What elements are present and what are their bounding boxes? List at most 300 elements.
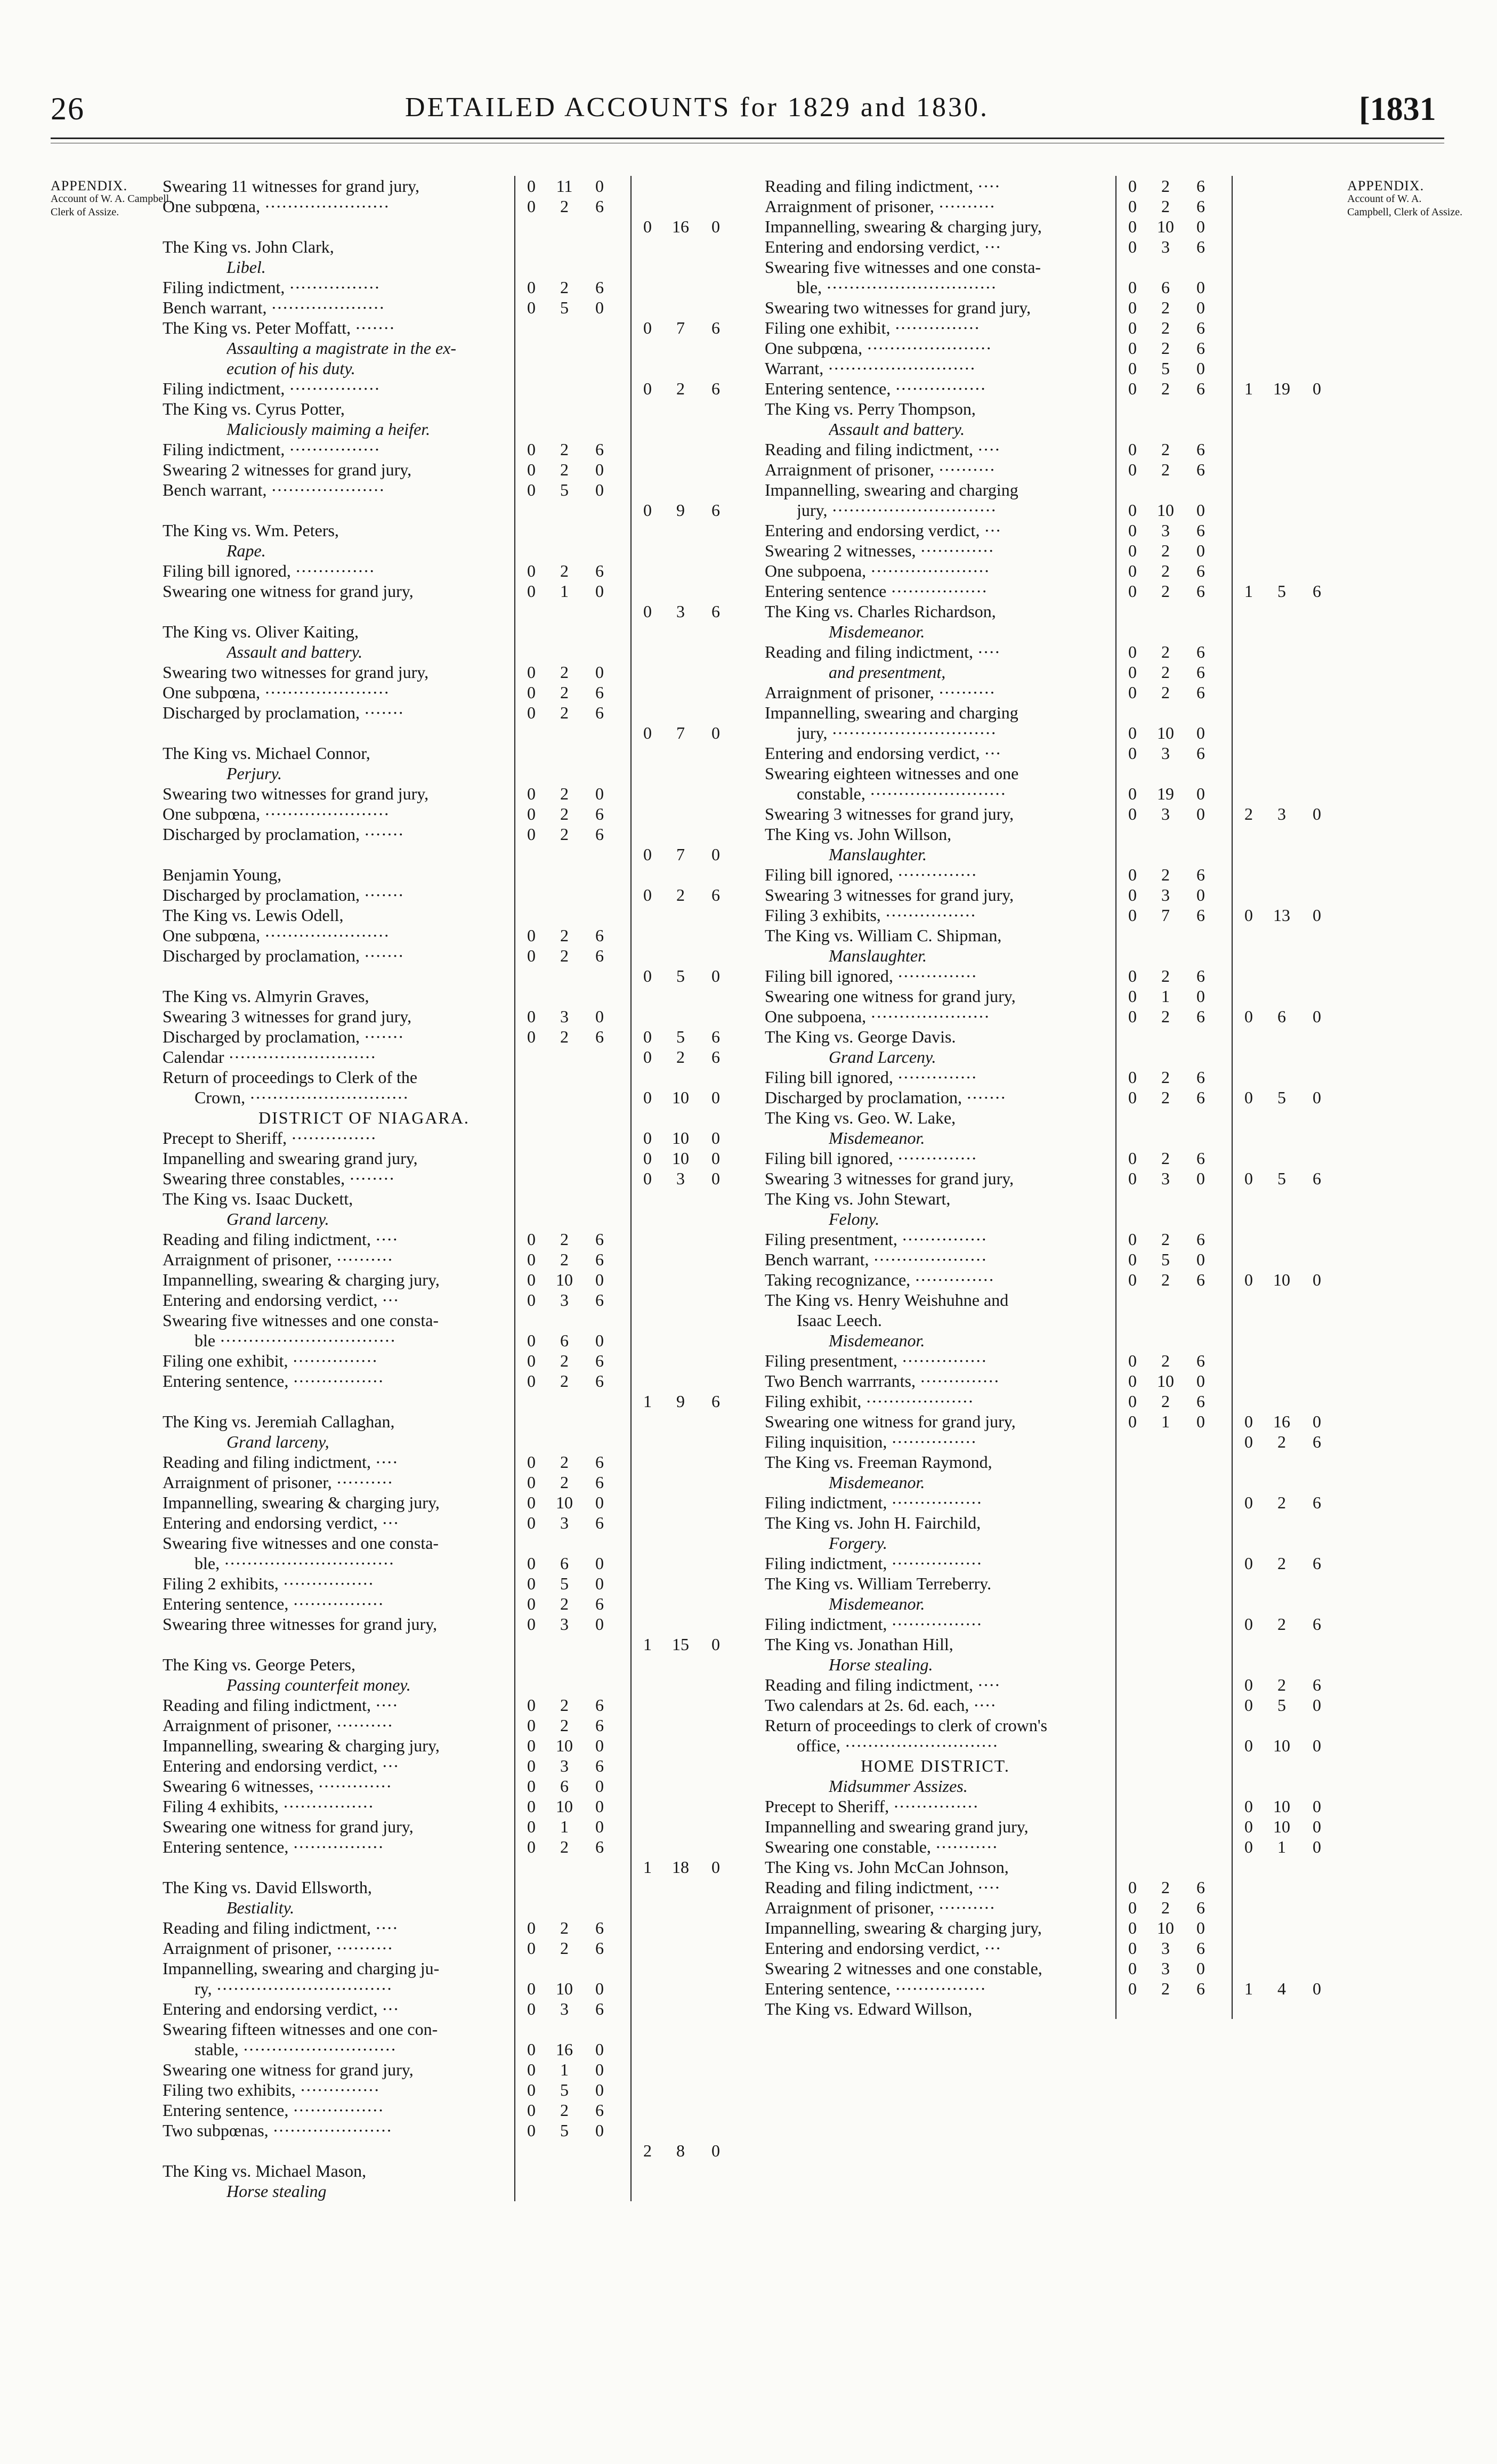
ledger-row	[163, 1067, 743, 1087]
subtotal-amount	[630, 257, 741, 277]
pounds: 0	[1128, 500, 1137, 520]
pence: 6	[595, 804, 604, 823]
entry-text: Felony.	[829, 1209, 880, 1229]
entry-text: Swearing three witnesses for grand jury,	[163, 1614, 442, 1634]
pence: 0	[595, 460, 604, 479]
ledger-row	[163, 1735, 743, 1756]
shillings: 9	[676, 500, 685, 520]
entry-text: Entering sentence ·················	[765, 581, 988, 601]
ledger-row	[163, 1452, 743, 1472]
item-amount	[514, 1938, 625, 1958]
shillings: 2	[676, 885, 685, 904]
entry-text: The King vs. John Willson,	[765, 825, 952, 844]
subtotal-amount	[1232, 561, 1342, 581]
subtotal-amount	[630, 561, 741, 581]
entry-text: Filing indictment, ················	[765, 1554, 982, 1573]
item-amount	[514, 1168, 625, 1189]
item-amount	[514, 176, 625, 196]
ledger-row	[765, 1432, 1348, 1452]
subtotal-amount	[630, 844, 741, 865]
item-amount	[514, 318, 625, 338]
item-amount	[1115, 1310, 1226, 1330]
shillings: 3	[676, 602, 685, 621]
ledger-row	[163, 378, 743, 399]
shillings: 5	[560, 480, 569, 499]
entry-text: ry, ·······························	[195, 1979, 392, 1998]
item-amount	[514, 1027, 625, 1047]
ledger-row	[765, 601, 1348, 621]
subtotal-amount	[630, 1249, 741, 1270]
shillings: 3	[676, 1169, 685, 1188]
ledger-row	[765, 925, 1348, 946]
item-amount	[514, 986, 625, 1006]
item-amount	[1115, 297, 1226, 318]
entry-text: Swearing five witnesses and one consta-	[163, 1533, 439, 1553]
pence: 0	[711, 723, 720, 742]
entry-text: The King vs. George Davis.	[765, 1027, 956, 1046]
pounds: 0	[527, 581, 536, 601]
pence: 0	[711, 2141, 720, 2160]
subtotal-amount	[630, 885, 741, 905]
pounds: 0	[643, 1169, 652, 1188]
pounds: 0	[1128, 1979, 1137, 1998]
ledger-row	[163, 601, 743, 621]
pounds: 0	[1128, 197, 1137, 216]
item-amount	[1115, 459, 1226, 480]
shillings: 3	[1161, 1938, 1170, 1958]
item-amount	[1115, 743, 1226, 763]
ledger-row	[163, 399, 743, 419]
entry-text: The King vs. William Terreberry.	[765, 1574, 992, 1593]
pounds: 0	[1128, 217, 1137, 236]
entry-text: Arraignment of prisoner, ··········	[163, 1250, 393, 1269]
subtotal-amount	[1232, 642, 1342, 662]
item-amount	[1115, 520, 1226, 540]
pence: 6	[595, 1027, 604, 1046]
shillings: 2	[560, 1695, 569, 1715]
ledger-row	[163, 520, 743, 540]
subtotal-amount	[1232, 804, 1342, 824]
subtotal-amount	[630, 2019, 741, 2039]
pence: 0	[1196, 500, 1205, 520]
pounds: 0	[527, 703, 536, 722]
shillings: 2	[560, 804, 569, 823]
shillings: 3	[560, 1614, 569, 1634]
entry-text: The King vs. David Ellsworth,	[163, 1878, 372, 1897]
entry-text: Discharged by proclamation, ·······	[163, 1027, 404, 1046]
entry-text: Swearing 3 witnesses for grand jury,	[765, 885, 1018, 904]
pounds: 0	[1128, 521, 1137, 540]
item-amount	[514, 682, 625, 702]
item-amount	[514, 297, 625, 318]
pounds: 0	[527, 2040, 536, 2059]
pence: 0	[1313, 1817, 1321, 1836]
pence: 6	[711, 1047, 720, 1067]
pounds: 0	[527, 1554, 536, 1573]
pounds: 0	[527, 1614, 536, 1634]
pounds: 0	[1244, 1554, 1253, 1573]
shillings: 2	[1161, 1068, 1170, 1087]
right-margin-note	[1347, 179, 1464, 219]
pounds: 0	[1128, 966, 1137, 985]
pounds: 0	[527, 298, 536, 317]
item-amount	[514, 581, 625, 601]
pence: 0	[711, 1128, 720, 1148]
entry-text: Misdemeanor.	[829, 1473, 925, 1492]
item-amount	[1115, 1472, 1226, 1492]
entry-text: The King vs. Jeremiah Callaghan,	[163, 1412, 395, 1431]
entry-text: Impannelling, swearing & charging jury,	[765, 217, 1046, 236]
pounds: 0	[527, 2101, 536, 2120]
ledger-row	[765, 1047, 1348, 1067]
pounds: 0	[1128, 541, 1137, 560]
pounds: 0	[1128, 318, 1137, 337]
pence: 6	[1196, 1898, 1205, 1917]
item-amount	[1115, 439, 1226, 459]
pence: 6	[595, 1999, 604, 2018]
subtotal-amount	[1232, 1573, 1342, 1594]
pence: 6	[1196, 865, 1205, 884]
ledger-row	[765, 1108, 1348, 1128]
entry-text: Arraignment of prisoner, ··········	[163, 1716, 393, 1735]
entry-text: The King vs. Oliver Kaiting,	[163, 622, 359, 641]
ledger-row	[765, 1594, 1348, 1614]
subtotal-amount	[630, 2140, 741, 2161]
pence: 6	[595, 440, 604, 459]
pence: 0	[1313, 1270, 1321, 1289]
shillings: 10	[1273, 1797, 1290, 1816]
pounds: 0	[1128, 723, 1137, 742]
item-amount	[514, 1351, 625, 1371]
subtotal-amount	[630, 581, 741, 601]
pence: 6	[595, 1452, 604, 1472]
pounds: 0	[1128, 338, 1137, 358]
entry-text: Midsummer Assizes.	[829, 1776, 968, 1796]
pence: 6	[595, 1230, 604, 1249]
subtotal-amount	[630, 1999, 741, 2019]
entry-text: Bestiality.	[226, 1898, 295, 1917]
ledger-row	[765, 1209, 1348, 1229]
item-amount	[514, 723, 625, 743]
pence: 6	[595, 1371, 604, 1391]
item-amount	[514, 1087, 625, 1108]
pounds: 0	[1128, 1959, 1137, 1978]
item-amount	[1115, 1553, 1226, 1573]
ledger-row	[163, 1533, 743, 1553]
ledger-row	[765, 1553, 1348, 1573]
item-amount	[1115, 925, 1226, 946]
shillings: 9	[676, 1392, 685, 1411]
pounds: 0	[527, 1776, 536, 1796]
subtotal-amount	[630, 1877, 741, 1897]
pounds: 0	[1128, 906, 1137, 925]
shillings: 2	[1161, 318, 1170, 337]
ledger-row	[163, 763, 743, 783]
ledger-row	[163, 500, 743, 520]
subtotal-amount	[1232, 986, 1342, 1006]
entry-text: Entering sentence, ················	[765, 379, 986, 398]
ledger-row	[765, 1452, 1348, 1472]
subtotal-amount	[630, 1148, 741, 1168]
ledger-row	[765, 1310, 1348, 1330]
shillings: 2	[1161, 1230, 1170, 1249]
entry-text: The King vs. Peter Moffatt, ·······	[163, 318, 395, 337]
pounds: 0	[643, 1027, 652, 1046]
pounds: 0	[1128, 1371, 1137, 1391]
subtotal-amount	[1232, 682, 1342, 702]
entry-text: Reading and filing indictment, ····	[765, 176, 1000, 196]
item-amount	[1115, 237, 1226, 257]
pounds: 0	[1128, 1088, 1137, 1107]
subtotal-amount	[630, 1796, 741, 1816]
pence: 6	[1196, 1938, 1205, 1958]
subtotal-amount	[1232, 1391, 1342, 1411]
item-amount	[1115, 1614, 1226, 1634]
entry-text: Filing presentment, ···············	[765, 1351, 987, 1370]
pence: 0	[595, 1736, 604, 1755]
ledger-row	[163, 783, 743, 804]
entry-text: Swearing eighteen witnesses and one	[765, 764, 1019, 783]
entry-text: Swearing 2 witnesses and one constable,	[765, 1959, 1047, 1978]
pence: 0	[595, 298, 604, 317]
entry-text: Reading and filing indictment, ····	[163, 1230, 398, 1249]
subtotal-amount	[630, 1189, 741, 1209]
pence: 0	[595, 1574, 604, 1593]
ledger-row	[163, 2100, 743, 2120]
ledger-row	[765, 1675, 1348, 1695]
item-amount	[1115, 1715, 1226, 1735]
subtotal-amount	[630, 1634, 741, 1654]
ledger-row	[765, 1270, 1348, 1290]
item-amount	[1115, 196, 1226, 216]
pounds: 0	[1128, 1898, 1137, 1917]
shillings: 2	[1161, 379, 1170, 398]
ledger-row	[163, 1776, 743, 1796]
item-amount	[1115, 1047, 1226, 1067]
pounds: 0	[1128, 642, 1137, 661]
item-amount	[1115, 1533, 1226, 1553]
item-amount	[514, 743, 625, 763]
ledger-row	[163, 905, 743, 925]
entry-text: Bench warrant, ····················	[765, 1250, 987, 1269]
pounds: 0	[527, 1716, 536, 1735]
item-amount	[514, 1816, 625, 1837]
subtotal-amount	[630, 1128, 741, 1148]
pence: 0	[595, 1270, 604, 1289]
entry-text: The King vs. John Stewart,	[765, 1189, 951, 1208]
item-amount	[514, 783, 625, 804]
subtotal-amount	[630, 1695, 741, 1715]
item-amount	[1115, 1027, 1226, 1047]
pence: 6	[1196, 1230, 1205, 1249]
ledger-row	[765, 459, 1348, 480]
pence: 0	[1196, 1169, 1205, 1188]
ledger-row	[765, 905, 1348, 925]
pounds: 0	[527, 946, 536, 965]
item-amount	[1115, 824, 1226, 844]
pence: 0	[595, 784, 604, 803]
subtotal-amount	[630, 1553, 741, 1573]
item-amount	[1115, 1452, 1226, 1472]
entry-text: Return of proceedings to Clerk of the	[163, 1068, 418, 1087]
subtotal-amount	[630, 743, 741, 763]
ledger-row	[765, 176, 1348, 196]
shillings: 4	[1277, 1979, 1286, 1998]
shillings: 5	[1277, 1169, 1286, 1188]
shillings: 2	[1161, 440, 1170, 459]
shillings: 10	[1157, 217, 1174, 236]
entry-text: Precept to Sheriff, ···············	[765, 1797, 978, 1816]
shillings: 10	[672, 1149, 689, 1168]
pounds: 0	[643, 1149, 652, 1168]
ledger-row	[163, 1675, 743, 1695]
entry-text: Arraignment of prisoner, ··········	[765, 460, 996, 479]
ledger-row	[163, 1371, 743, 1391]
entry-text: stable, ···························	[195, 2040, 396, 2059]
entry-text: Impannelling, swearing and charging	[765, 703, 1018, 722]
shillings: 1	[1161, 987, 1170, 1006]
item-amount	[1115, 561, 1226, 581]
item-amount	[1115, 1371, 1226, 1391]
pence: 0	[595, 1007, 604, 1026]
entry-text: Swearing 3 witnesses for grand jury,	[163, 1007, 416, 1026]
left-margin-note	[51, 179, 173, 219]
header-rule	[51, 138, 1444, 139]
entry-text: Entering sentence, ················	[163, 1594, 384, 1613]
pounds: 0	[1128, 237, 1137, 256]
shillings: 2	[1161, 1392, 1170, 1411]
item-amount	[1115, 500, 1226, 520]
subtotal-amount	[1232, 865, 1342, 885]
pounds: 0	[1244, 1007, 1253, 1026]
ledger-row	[163, 2140, 743, 2161]
ledger-row	[163, 176, 743, 196]
pounds: 0	[1128, 1938, 1137, 1958]
shillings: 2	[1161, 541, 1170, 560]
item-amount	[1115, 986, 1226, 1006]
pounds: 0	[1128, 683, 1137, 702]
subtotal-amount	[1232, 1999, 1342, 2019]
pounds: 0	[1244, 1493, 1253, 1512]
shillings: 3	[1277, 804, 1286, 823]
subtotal-amount	[1232, 318, 1342, 338]
subtotal-amount	[630, 1391, 741, 1411]
pence: 0	[595, 2040, 604, 2059]
subtotal-amount	[630, 1978, 741, 1999]
ledger-row	[765, 237, 1348, 257]
item-amount	[514, 459, 625, 480]
ledger-row	[765, 338, 1348, 358]
subtotal-amount	[1232, 1654, 1342, 1675]
pounds: 2	[1244, 804, 1253, 823]
pounds: 1	[643, 1857, 652, 1877]
pence: 0	[595, 176, 604, 196]
shillings: 6	[560, 1776, 569, 1796]
subtotal-amount	[1232, 1938, 1342, 1958]
shillings: 3	[560, 1756, 569, 1775]
ledger-row	[765, 540, 1348, 561]
subtotal-amount	[630, 621, 741, 642]
shillings: 6	[560, 1331, 569, 1350]
entry-text: The King vs. John McCan Johnson,	[765, 1857, 1009, 1877]
entry-text: Filing two exhibits, ··············	[163, 2080, 379, 2099]
entry-text: Two subpœnas, ·····················	[163, 2121, 392, 2140]
subtotal-amount	[630, 1027, 741, 1047]
entry-text: Discharged by proclamation, ·······	[163, 825, 404, 844]
shillings: 1	[560, 1817, 569, 1836]
ledger-row	[163, 925, 743, 946]
subtotal-amount	[1232, 1857, 1342, 1877]
entry-text: Entering sentence, ················	[163, 1837, 384, 1856]
subtotal-amount	[1232, 176, 1342, 196]
pence: 6	[595, 1594, 604, 1613]
ledger-row	[765, 1816, 1348, 1837]
entry-text: ble, ······························	[195, 1554, 394, 1573]
pence: 6	[1196, 237, 1205, 256]
entry-text: Warrant, ··························	[765, 359, 976, 378]
shillings: 5	[560, 2080, 569, 2099]
page-number: 26	[51, 91, 85, 126]
subtotal-amount	[1232, 1229, 1342, 1249]
subtotal-amount	[1232, 277, 1342, 297]
entry-text: Reading and filing indictment, ····	[163, 1695, 398, 1715]
item-amount	[1115, 1654, 1226, 1675]
item-amount	[514, 1918, 625, 1938]
pence: 0	[1313, 379, 1321, 398]
subtotal-amount	[630, 1533, 741, 1553]
shillings: 2	[560, 926, 569, 945]
item-amount	[1115, 1270, 1226, 1290]
item-amount	[514, 1432, 625, 1452]
item-amount	[1115, 378, 1226, 399]
pence: 6	[595, 1938, 604, 1958]
ledger-row	[163, 1857, 743, 1877]
item-amount	[514, 257, 625, 277]
ledger-row	[765, 1006, 1348, 1027]
subtotal-amount	[630, 2100, 741, 2120]
pounds: 0	[527, 804, 536, 823]
entry-text: Swearing three constables, ········	[163, 1169, 395, 1188]
ledger-row	[163, 1189, 743, 1209]
entry-text: Swearing 3 witnesses for grand jury,	[765, 1169, 1018, 1188]
item-amount	[514, 1654, 625, 1675]
pounds: 0	[527, 1817, 536, 1836]
subtotal-amount	[630, 1047, 741, 1067]
subtotal-amount	[1232, 1695, 1342, 1715]
shillings: 2	[560, 197, 569, 216]
shillings: 2	[560, 1938, 569, 1958]
pounds: 0	[1128, 176, 1137, 196]
pence: 6	[595, 926, 604, 945]
item-amount	[1115, 1675, 1226, 1695]
entry-text: The King vs. John Clark,	[163, 237, 334, 256]
subtotal-amount	[630, 1837, 741, 1857]
subtotal-amount	[630, 318, 741, 338]
item-amount	[1115, 1594, 1226, 1614]
item-amount	[1115, 601, 1226, 621]
shillings: 3	[1161, 1959, 1170, 1978]
item-amount	[514, 1108, 625, 1128]
subtotal-amount	[1232, 1249, 1342, 1270]
ledger-row	[765, 480, 1348, 500]
entry-text: Swearing two witnesses for grand jury,	[163, 663, 433, 682]
ledger-row	[765, 1351, 1348, 1371]
ledger-row	[765, 196, 1348, 216]
shillings: 19	[1273, 379, 1290, 398]
item-amount	[1115, 1857, 1226, 1877]
shillings: 5	[560, 2121, 569, 2140]
item-amount	[514, 439, 625, 459]
